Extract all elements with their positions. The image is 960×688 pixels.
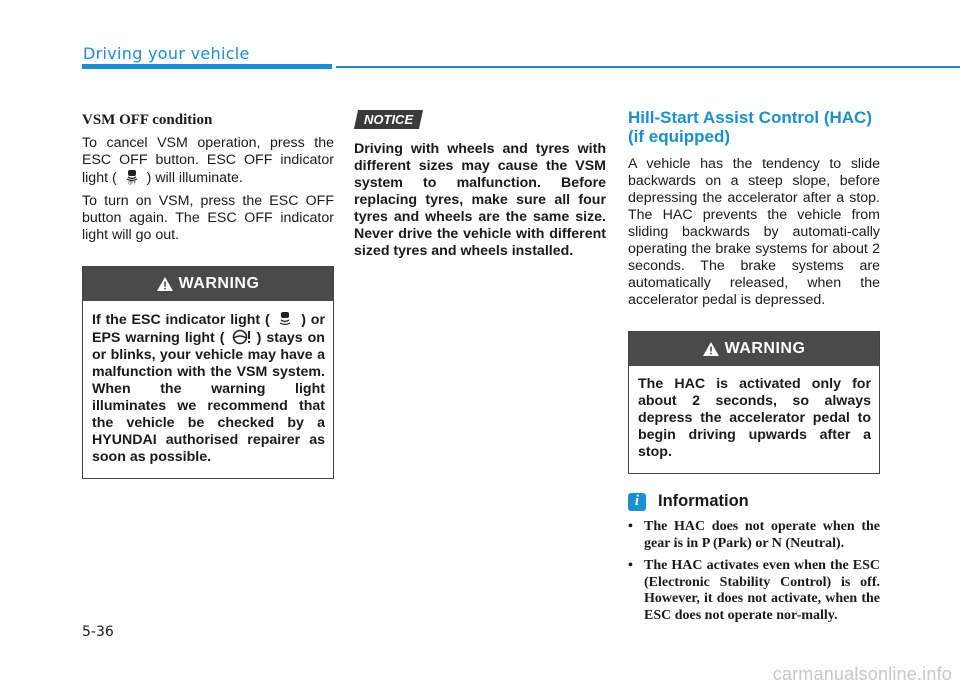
information-list	[628, 519, 880, 624]
vsm-cancel-paragraph	[82, 135, 334, 187]
section-title: Driving your vehicle	[83, 44, 250, 63]
information-heading	[628, 492, 880, 511]
hac-warning-text: The HAC is activated only for about 2 seconds, so always depress the accelerator pedal to begin driving upwards after a stop.	[638, 376, 871, 460]
notice-label: NOTICE	[364, 112, 414, 127]
watermark: carmanualsonline.info	[772, 664, 952, 684]
warning-header	[83, 267, 333, 301]
vsm-cancel-text: To cancel VSM operation, press the ESC OFF button. ESC OFF indicator	[82, 135, 334, 168]
esc-warning-box	[82, 266, 334, 479]
list-item: • The HAC activates even when the ESC (Electronic Stability Control) is off. However, it does not activate, when the ESC does not operate nor-mally.	[628, 558, 880, 624]
esc-warning-text	[83, 301, 333, 478]
notice-badge	[354, 110, 423, 129]
page-number: 5-36	[82, 624, 114, 640]
warning-triangle-icon	[703, 342, 719, 356]
column-2	[354, 106, 606, 260]
hac-warning-box	[628, 331, 880, 474]
column-3	[628, 108, 880, 630]
list-item: • The HAC does not operate when the gear is in P (Park) or N (Neutral).	[628, 519, 880, 552]
warning-header	[629, 332, 879, 366]
svg-text:OFF: OFF	[127, 180, 136, 185]
esc-off-indicator-icon	[123, 169, 141, 185]
eps-warning-icon	[232, 329, 250, 345]
vsm-cancel-light-prefix: light (	[82, 170, 117, 186]
esc-warning-text-b: ) or EPS warning light (	[92, 312, 325, 346]
hac-heading: Hill-Start Assist Control (HAC) (if equipped)	[628, 108, 872, 146]
vsm-cancel-light-suffix: ) will illuminate.	[146, 170, 243, 186]
info-icon: i	[628, 493, 646, 511]
information-title: Information	[658, 492, 749, 510]
header-rule-thick	[82, 64, 332, 69]
hac-body: A vehicle has the tendency to slide backwards on a steep slope, before depressing the accelerator after a stop. The HAC prevents the vehicle from sliding backwards by automati-cally operating the brake systems for about 2 seconds. The brake systems are automatically released, when the accelerator pedal is depressed.	[628, 156, 880, 308]
warning-label: WARNING	[178, 275, 260, 292]
warning-label: WARNING	[724, 340, 806, 357]
esc-warning-text-a: If the ESC indicator light (	[92, 312, 270, 328]
warning-triangle-icon	[157, 277, 173, 291]
esc-indicator-icon	[276, 311, 294, 327]
column-1	[82, 106, 334, 479]
vsm-off-heading: VSM OFF condition	[82, 112, 213, 128]
esc-warning-text-c: ) stays on or blinks, your vehicle may have a malfunction with the VSM system. When the warning light illuminates we recommend that the vehicle be checked by a HYUNDAI authorised repairer as soon as possible.	[92, 330, 325, 465]
vsm-turn-on-paragraph: To turn on VSM, press the ESC OFF button again. The ESC OFF indicator light will go out.	[82, 193, 334, 243]
notice-text: Driving with wheels and tyres with different sizes may cause the VSM system to malfunction. Before replacing tyres, make sure all four tyres and wheels are the same size. Never drive the vehicle with different sized tyres and wheels installed.	[354, 141, 606, 259]
header-rule-thin	[336, 66, 960, 68]
